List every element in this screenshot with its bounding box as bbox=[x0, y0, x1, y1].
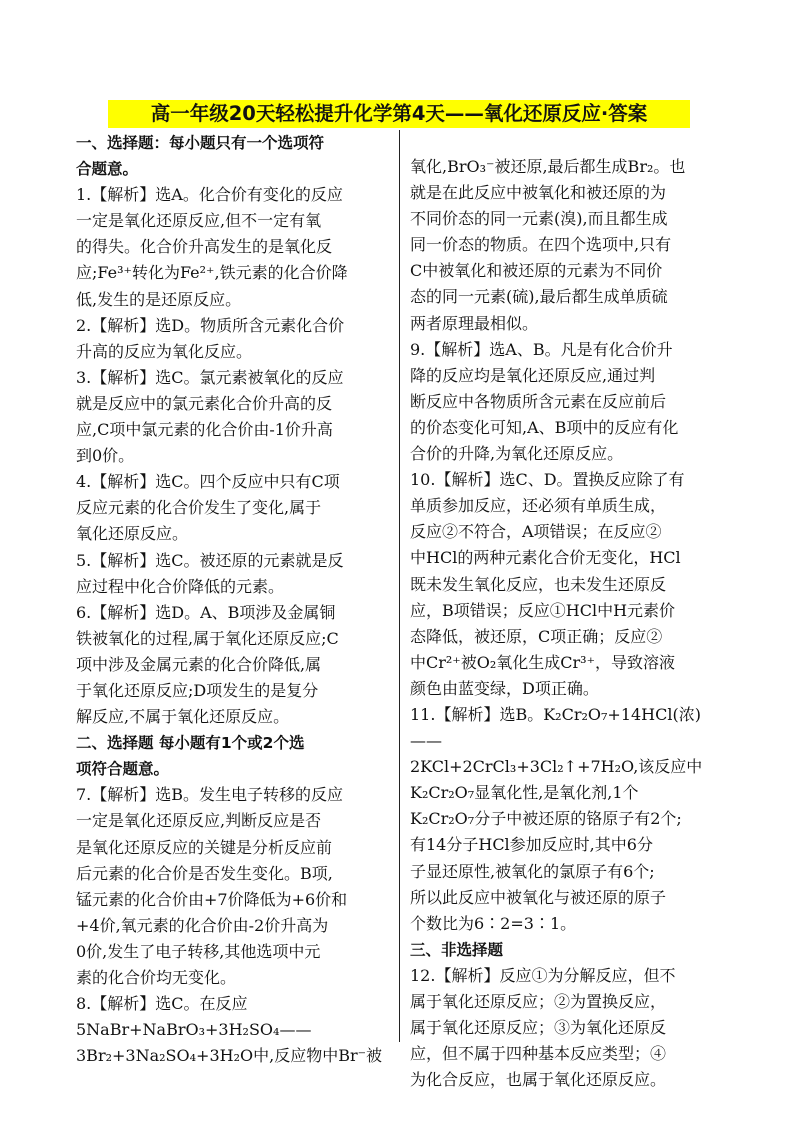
text-line: 11.【解析】选B。K₂Cr₂O₇+14HCl(浓) bbox=[410, 704, 701, 724]
text-line: 9.【解析】选A、B。凡是有化合价升 bbox=[410, 339, 673, 359]
section-heading: 合题意。 bbox=[76, 160, 139, 179]
text-line: 子显还原性,被氧化的氯原子有6个; bbox=[410, 861, 655, 881]
text-line: 应，B项错误；反应①HCl中H元素价 bbox=[410, 600, 676, 620]
text-line: 项中涉及金属元素的化合价降低,属 bbox=[76, 654, 322, 674]
text-line: 属于氧化还原反应；③为氧化还原反 bbox=[410, 1018, 667, 1038]
text-line: 应，但不属于四种基本反应类型；④ bbox=[410, 1044, 667, 1064]
text-line: 锰元素的化合价由+7价降低为+6价和 bbox=[76, 889, 348, 909]
page-title: 高一年级20天轻松提升化学第4天——氧化还原反应·答案 bbox=[108, 100, 690, 128]
text-line: 不同价态的同一元素(溴),而且都生成 bbox=[410, 209, 668, 229]
text-line: 铁被氧化的过程,属于氧化还原反应;C bbox=[76, 628, 339, 648]
text-line: 为化合反应，也属于氧化还原反应。 bbox=[410, 1070, 667, 1090]
text-line: 2KCl+2CrCl₃+3Cl₂↑+7H₂O,该反应中 bbox=[410, 757, 703, 777]
text-line: +4价,氧元素的化合价由-2价升高为 bbox=[76, 915, 329, 935]
section-heading: 二、选择题 每小题有1个或2个选 bbox=[76, 734, 305, 753]
text-line: 单质参加反应，还必须有单质生成， bbox=[410, 496, 667, 516]
text-line: 氧化还原反应。 bbox=[76, 524, 189, 544]
text-line: 中Cr²⁺被O₂氧化生成Cr³⁺，导致溶液 bbox=[410, 652, 676, 672]
section-heading: 项符合题意。 bbox=[76, 760, 170, 779]
text-line: 4.【解析】选C。四个反应中只有C项 bbox=[76, 472, 340, 492]
text-line: 所以此反应中被氧化与被还原的原子 bbox=[410, 887, 667, 907]
text-line: 反应②不符合，A项错误；在反应② bbox=[410, 522, 662, 542]
text-line: 属于氧化还原反应；②为置换反应， bbox=[410, 992, 667, 1011]
text-line: 断反应中各物质所含元素在反应前后 bbox=[410, 391, 667, 411]
text-line: —— bbox=[410, 731, 442, 751]
text-line: C中被氧化和被还原的元素为不同价 bbox=[410, 261, 663, 281]
text-line: 低,发生的是还原反应。 bbox=[76, 289, 242, 309]
text-line: 应,C项中氯元素的化合价由-1价升高 bbox=[76, 420, 333, 440]
text-line: 应;Fe³⁺转化为Fe²⁺,铁元素的化合价降 bbox=[76, 263, 348, 283]
text-line: 1.【解析】选A。化合价有变化的反应 bbox=[76, 185, 343, 205]
left-column bbox=[76, 130, 392, 1069]
text-line: 5.【解析】选C。被还原的元素就是反 bbox=[76, 550, 344, 570]
text-line: 颜色由蓝变绿，D项正确。 bbox=[410, 678, 599, 698]
text-line: 7.【解析】选B。发生电子转移的反应 bbox=[76, 785, 344, 805]
text-line: 6.【解析】选D。A、B项涉及金属铜 bbox=[76, 602, 336, 622]
text-line: 反应元素的化合价发生了变化,属于 bbox=[76, 498, 322, 518]
text-line: 同一价态的物质。在四个选项中,只有 bbox=[410, 235, 672, 255]
text-line: 8.【解析】选C。在反应 bbox=[76, 994, 248, 1014]
text-line: 升高的反应为氧化反应。 bbox=[76, 341, 253, 361]
text-line: K₂Cr₂O₇显氧化性,是氧化剂,1个 bbox=[410, 783, 639, 803]
text-line: 两者原理最相似。 bbox=[410, 313, 539, 333]
text-line: 解反应,不属于氧化还原反应。 bbox=[76, 707, 290, 727]
text-line: 合价的升降,为氧化还原反应。 bbox=[410, 444, 624, 464]
section-heading: 三、非选择题 bbox=[410, 940, 504, 959]
text-line: 应过程中化合价降低的元素。 bbox=[76, 576, 285, 596]
text-line: 到0价。 bbox=[76, 446, 135, 466]
text-line: 是氧化还原反应的关键是分析反应前 bbox=[76, 837, 333, 857]
text-line: 的价态变化可知,A、B项中的反应有化 bbox=[410, 417, 679, 437]
column-divider bbox=[399, 130, 400, 1042]
right-column bbox=[410, 154, 732, 1093]
text-line: 既未发生氧化反应，也未发生还原反 bbox=[410, 574, 667, 594]
text-line: 中HCl的两种元素化合价无变化，HCl bbox=[410, 548, 681, 568]
text-line: 态的同一元素(硫),最后都生成单质硫 bbox=[410, 287, 668, 307]
text-line: 就是反应中的氯元素化合价升高的反 bbox=[76, 393, 333, 413]
text-line: 一定是氧化还原反应,判断反应是否 bbox=[76, 811, 322, 831]
text-line: 一定是氧化还原反应,但不一定有氧 bbox=[76, 211, 322, 231]
text-line: K₂Cr₂O₇分子中被还原的铬原子有2个; bbox=[410, 809, 682, 829]
text-line: 就是在此反应中被氧化和被还原的为 bbox=[410, 183, 667, 203]
text-line: 的得失。化合价升高发生的是氧化反 bbox=[76, 237, 333, 257]
text-line: 于氧化还原反应;D项发生的是复分 bbox=[76, 680, 319, 700]
text-line: 2.【解析】选D。物质所含元素化合价 bbox=[76, 315, 345, 335]
text-line: 10.【解析】选C、D。置换反应除了有 bbox=[410, 470, 685, 490]
text-line: 素的化合价均无变化。 bbox=[76, 968, 237, 987]
text-line: 个数比为6∶2=3∶1。 bbox=[410, 913, 577, 933]
text-line: 氧化,BrO₃⁻被还原,最后都生成Br₂。也 bbox=[410, 157, 686, 176]
text-line: 有14分子HCl参加反应时,其中6分 bbox=[410, 835, 653, 855]
text-line: 降的反应均是氧化还原反应,通过判 bbox=[410, 365, 656, 385]
text-line: 后元素的化合价是否发生变化。B项, bbox=[76, 863, 333, 883]
section-heading: 一、选择题：每小题只有一个选项符 bbox=[76, 134, 325, 152]
text-line: 0价,发生了电子转移,其他选项中元 bbox=[76, 941, 321, 961]
text-line: 12.【解析】反应①为分解反应，但不 bbox=[410, 965, 676, 985]
text-line: 3.【解析】选C。氯元素被氧化的反应 bbox=[76, 367, 344, 387]
text-line: 3Br₂+3Na₂SO₄+3H₂O中,反应物中Br⁻被 bbox=[76, 1046, 383, 1066]
text-line: 5NaBr+NaBrO₃+3H₂SO₄—— bbox=[76, 1020, 312, 1040]
text-line: 态降低，被还原，C项正确；反应② bbox=[410, 626, 663, 646]
